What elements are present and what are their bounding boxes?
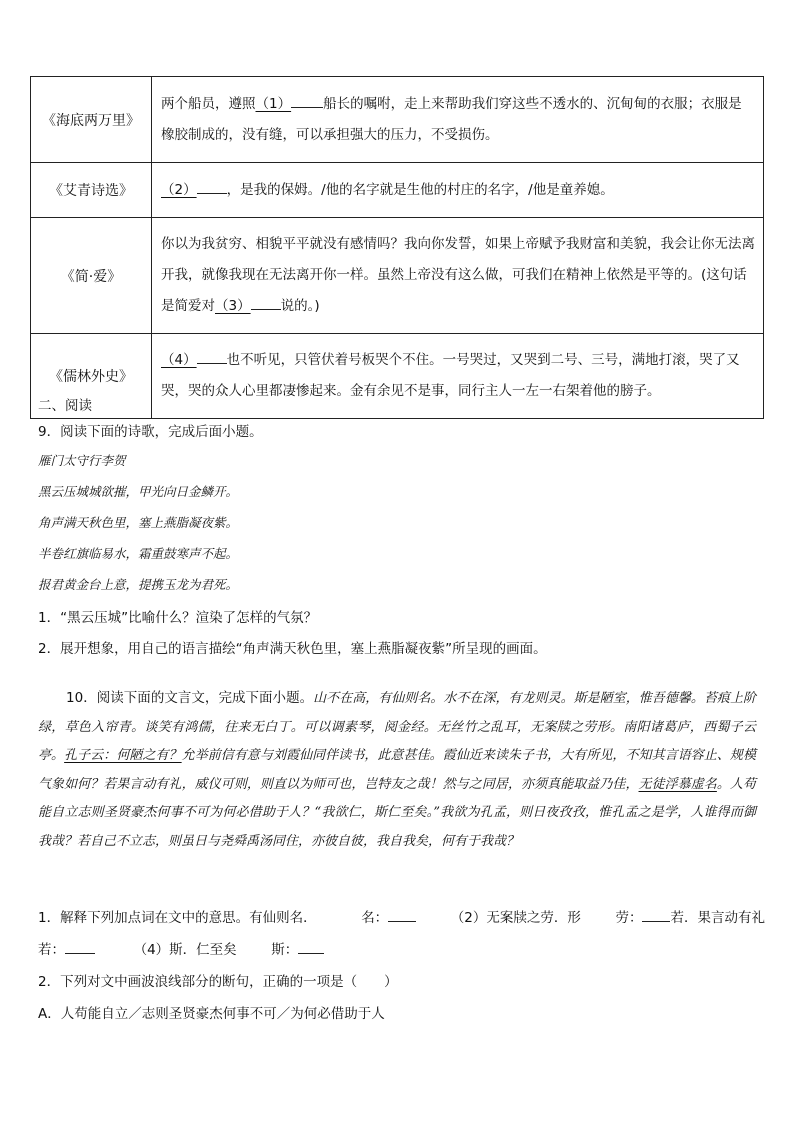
question-9-sub-1: 1．“黑云压城”比喻什么？渲染了怎样的气氛？ [38,610,318,626]
question-10-prompt: 10．阅读下面的文言文，完成下面小题。 [66,690,314,706]
sub-1-text: 1．解释下列加点词在文中的意思。有仙则名． [38,910,317,926]
table-row [31,163,764,218]
table-row [31,218,764,334]
poem-title: 雁门太守行李贺 [38,453,126,468]
answer-blank[interactable] [388,907,416,922]
passage-text: 山不在高，有仙则名。水不在深，有龙则灵。斯是陋室，惟吾德馨。苔痕上阶绿，草色入帘青。谈笑有鸿儒，往来无白丁。可以调素琴，阅金经。无丝竹之乱耳，无案牍之劳形。南阳诸葛庐，西蜀子云亭。 [38,691,756,763]
passage-cell [152,77,764,163]
blank-label: （2） [161,181,197,198]
question-9-sub-2: 2．展开想象，用自己的语言描绘“角声满天秋色里，塞上燕脂凝夜紫”所呈现的画面。 [38,641,547,657]
question-10-sub-2: 2．下列对文中画波浪线部分的断句，正确的一项是（ ） [38,974,398,990]
poem-line: 半卷红旗临易水，霜重鼓寒声不起。 [38,546,239,561]
book-title-cell: 《海底两万里》 [31,77,152,163]
book-title-cell: 《艾青诗选》 [31,163,152,218]
section-title: 二、阅读 [38,398,92,414]
passage-cell [152,163,764,218]
option-a[interactable]: A．人苟能自立／志则圣贤豪杰何事不可／为何必借助于人 [38,1006,385,1022]
passage-text: 说的。) [280,298,320,314]
sub-1-text: （2）无案牍之劳．形 [450,910,581,926]
fill-blank[interactable] [197,179,227,194]
blank-label: （3） [215,298,251,314]
literature-quote-table [30,76,764,419]
passage-cell [152,334,764,419]
question-10-sub-1-line-2 [38,938,324,958]
fill-blank[interactable] [197,349,227,364]
sub-1-label: 名： [361,910,389,926]
sub-1-label: 劳： [615,910,643,926]
underlined-phrase: 无徒浮慕虚名 [638,776,717,792]
fill-blank[interactable] [251,295,281,310]
passage-text: 也不听见，只管伏着号板哭个不住。一号哭过，又哭到二号、三号，满地打滚，哭了又哭，哭的众人心里都凄惨起来。金有余见不是事，同行主人一左一右架着他的膀子。 [161,352,740,399]
question-9-prompt: 9．阅读下面的诗歌，完成后面小题。 [38,424,263,440]
answer-blank[interactable] [65,939,95,954]
passage-text: 。人苟能自立志则圣贤豪杰何事不可为何必借助于人？“我欲仁，斯仁至矣。”我欲为孔孟，则日夜孜孜，惟孔孟之是学，人谁得而御我哉？若自己不立志，则虽日与尧舜禹汤同住，亦彼自彼，我自我矣，何有于我哉？ [38,776,756,849]
answer-blank[interactable] [298,939,324,954]
table-row [31,77,764,163]
passage-text: 两个船员，遵照 [161,95,256,112]
poem-line: 角声满天秋色里，塞上燕脂凝夜紫。 [38,515,239,530]
sub-1-label: 若： [38,942,65,958]
sub-1-text: 若．果言动有礼 [670,910,765,926]
fill-blank[interactable] [291,93,323,108]
poem-line: 报君黄金台上意，提携玉龙为君死。 [38,577,239,592]
poem-line: 黑云压城城欲摧，甲光向日金鳞开。 [38,484,239,499]
question-10-sub-1-line-1 [38,906,765,926]
passage-text: ，是我的保姆。/他的名字就是生他的村庄的名字，/他是童养媳。 [226,181,614,198]
answer-blank[interactable] [642,907,670,922]
passage-cell [152,218,764,334]
passage-text: 你以为我贫穷、相貌平平就没有感情吗？我向你发誓，如果上帝赋予我财富和美貌，我会让你无法离开我，就像我现在无法离开你一样。虽然上帝没有这么做，可我们在精神上依然是平等的。(这句话是简爱对 [161,236,755,314]
passage-text: 允举前信有意与刘霞仙同伴读书，此意甚佳。霞仙近来读朱子书，大有所见，不知其言语容止、规模气象如何？若果言动有礼，威仪可则，则直以为师可也，岂特友之哉！然与之同居，亦须真能取益乃佳， [38,748,756,792]
underlined-phrase: 孔子云：何陋之有？ [64,748,182,763]
book-title-cell: 《儒林外史》 [31,334,152,419]
blank-label: （4） [161,352,197,368]
passage-text: 船长的嘱咐，走上来帮助我们穿这些不透水的、沉甸甸的衣服；衣服是橡胶制成的，没有缝，可以承担强大的压力，不受损伤。 [161,95,742,143]
question-10-passage [38,684,756,856]
table-row [31,334,764,419]
sub-1-text: （4）斯．仁至矣 [133,942,237,958]
book-title-cell: 《简·爱》 [31,218,152,334]
blank-label: （1） [255,95,292,112]
sub-1-label: 斯： [271,942,299,958]
